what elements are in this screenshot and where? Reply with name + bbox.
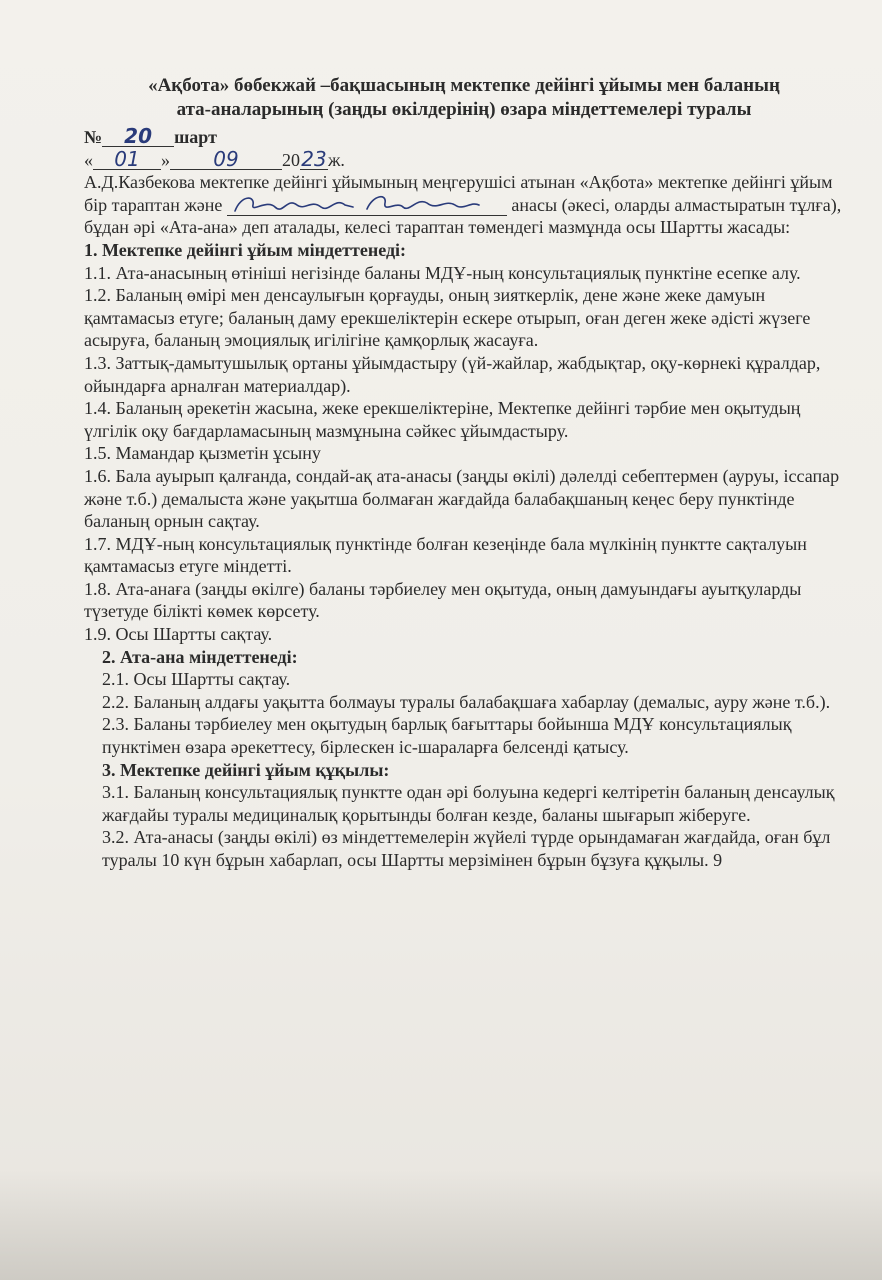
- handwritten-year: 23: [301, 146, 327, 171]
- intro-part-2: анасы (әкесі, оларды алмастыратын тұлға), бұдан әрі «Ата-ана» деп аталады, келесі тараптан төмендегі мазмұнда осы Шартты жасады:: [84, 194, 842, 238]
- year-prefix: 20: [282, 149, 300, 170]
- clause-1-7: 1.7. МДҰ-ның консультациялық пунктінде болған кезеңінде бала мүлкінің пунктте сақталуын қамтамасыз етуге міндетті.: [84, 533, 807, 577]
- section-2: [84, 646, 844, 759]
- title-line-1: «Ақбота» бөбекжай –бақшасының мектепке дейінгі ұйымы мен баланың: [148, 75, 780, 96]
- paper-shadow: [0, 1170, 882, 1280]
- clause-2-3: 2.3. Баланы тәрбиелеу мен оқытудың барлық бағыттары бойынша МДҰ консультациялық пунктімен өзара әрекеттесу, бірлескен іс-шараларға белсенді қатысу.: [102, 714, 792, 758]
- clause-1-8: 1.8. Ата-анаға (заңды өкілге) баланы тәрбиелеу мен оқытуда, оның дамуындағы ауытқуларды түзетуде білікті көмек көрсету.: [84, 578, 802, 622]
- section-3-heading: 3. Мектепке дейінгі ұйым құқылы:: [102, 759, 390, 780]
- clause-3-1: 3.1. Баланың консультациялық пунктте одан әрі болуына кедергі келтіретін баланың денсаулық жағдайы туралы медициналық қорытынды болған кезде, баланы шығарып жіберуге.: [102, 782, 835, 825]
- contract-number-row: [84, 126, 844, 149]
- clause-2-1: 2.1. Осы Шартты сақтау.: [102, 669, 291, 690]
- handwritten-signature-icon: [227, 189, 487, 219]
- section-1: [84, 239, 844, 646]
- clause-1-3: 1.3. Заттық-дамытушылық ортаны ұйымдастыру (үй-жайлар, жабдықтар, оқу-көрнекі құралдар, ойындарға арналған материалдар).: [84, 352, 821, 396]
- intro-paragraph: [84, 171, 844, 239]
- title-line-2: ата-аналарының (заңды өкілдерінің) өзара міндеттемелері туралы: [176, 99, 752, 120]
- handwritten-day: 01: [93, 149, 161, 170]
- date-open-quote: «: [84, 149, 93, 170]
- handwritten-contract-number: 20: [102, 126, 174, 147]
- handwritten-month: 09: [170, 149, 282, 170]
- clause-2-2: 2.2. Баланың алдағы уақытта болмауы туралы балабақшаға хабарлау (демалыс, ауру және т.б.).: [102, 691, 831, 712]
- contract-date-row: [84, 146, 844, 172]
- number-suffix: шарт: [174, 127, 217, 147]
- clause-1-5: 1.5. Мамандар қызметін ұсыну: [84, 443, 321, 464]
- clause-1-6: 1.6. Бала ауырып қалғанда, сондай-ақ ата-анасы (заңды өкілі) дәлелді себептермен (ауруы, іссапар және т.б.) демалыста және уақытша болмаған жағдайда балабақшаның кеңес беру пунктінде баланың орнын сақтау.: [84, 465, 840, 532]
- section-1-heading: 1. Мектепке дейінгі ұйым міндеттенеді:: [84, 239, 407, 260]
- clause-1-4: 1.4. Баланың әрекетін жасына, жеке ерекшеліктеріне, Мектепке дейінгі тәрбие мен оқытудың үлгілік оқу бағдарламасының мазмұнына сәйкес ұйымдастыру.: [84, 398, 801, 441]
- year-suffix: ж.: [328, 149, 345, 170]
- section-2-heading: 2. Ата-ана міндеттенеді:: [102, 646, 298, 667]
- clause-1-2: 1.2. Баланың өмірі мен денсаулығын қорғауды, оның зияткерлік, дене және жеке дамуын қамтамасыз етуге; баланың даму ерекшеліктерін ескере отырып, оған деген жеке әдісті жүзеге асыруға, баланың эмоциялық игілігіне қамқорлық жасауға.: [84, 285, 811, 351]
- section-3: [84, 759, 844, 872]
- clause-1-9: 1.9. Осы Шартты сақтау.: [84, 624, 273, 645]
- clause-3-2: 3.2. Ата-анасы (заңды өкілі) өз міндеттемелерін жүйелі түрде орындамаған жағдайда, оған бұл туралы 10 күн бұрын хабарлап, осы Шартты мерзімінен бұрын бұзуға құқылы. 9: [102, 827, 831, 870]
- document-title: [84, 74, 844, 122]
- date-close-quote: »: [161, 149, 170, 170]
- parent-signature: [227, 195, 507, 216]
- clause-1-1: 1.1. Ата-анасының өтініші негізінде баланы МДҰ-ның консультациялық пунктіне есепке алу.: [84, 262, 801, 283]
- document-body: [84, 74, 844, 872]
- number-label: №: [84, 127, 103, 147]
- intro-part-1: А.Д.Казбекова мектепке дейінгі ұйымының меңгерушісі атынан «Ақбота» мектепке дейінгі ұйым бір тараптан және: [84, 172, 833, 215]
